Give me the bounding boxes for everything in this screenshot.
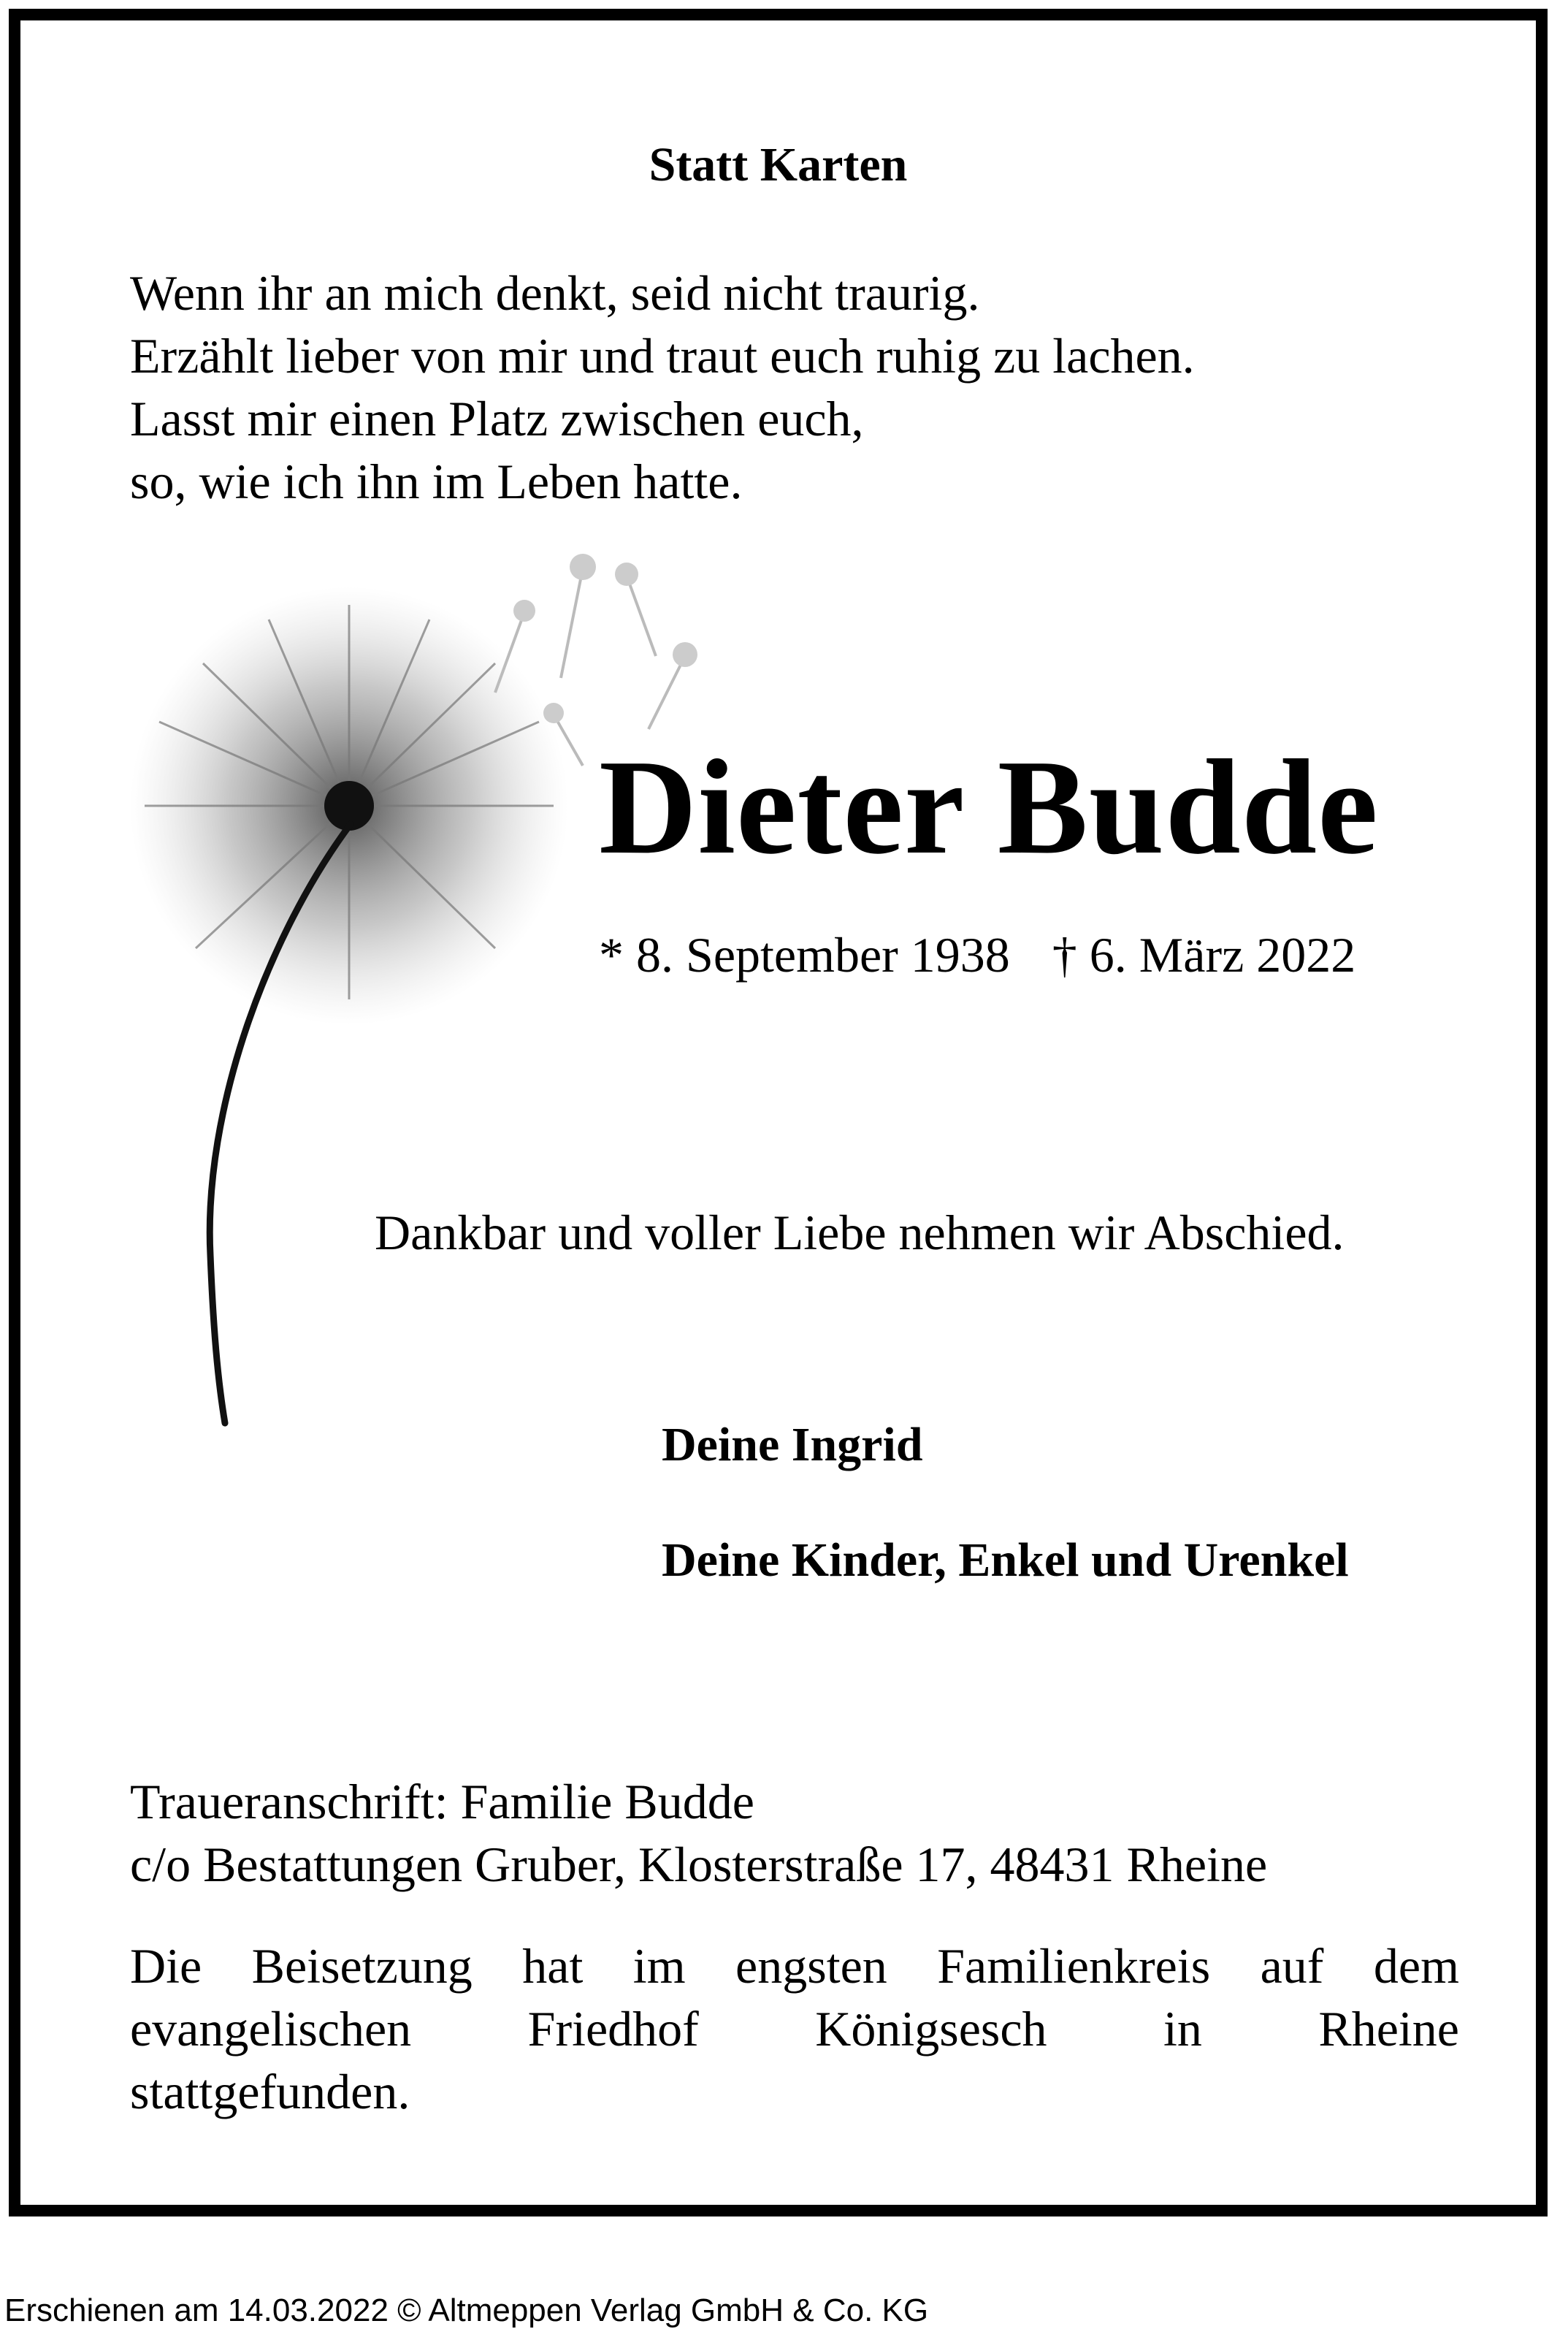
burial-line: Die Beisetzung hat im engsten Familienkreis auf dem bbox=[130, 1938, 1459, 1994]
poem-line: Erzählt lieber von mir und traut euch ruhig zu lachen. bbox=[130, 328, 1195, 384]
burial-line: stattgefunden. bbox=[130, 2064, 410, 2119]
address-line: Traueranschrift: Familie Budde bbox=[130, 1774, 754, 1829]
signature-line: Deine Kinder, Enkel und Urenkel bbox=[662, 1533, 1349, 1587]
birth-date: * 8. September 1938 bbox=[599, 927, 1010, 983]
life-dates bbox=[599, 926, 1355, 984]
burial-line: evangelischen Friedhof Königsesch in Rheine bbox=[130, 2001, 1459, 2057]
deceased-name: Dieter Budde bbox=[599, 732, 1379, 883]
dandelion-icon bbox=[115, 525, 743, 1445]
farewell-text: Dankbar und voller Liebe nehmen wir Abschied. bbox=[375, 1205, 1345, 1260]
poem-line: Wenn ihr an mich denkt, seid nicht traurig. bbox=[130, 265, 980, 321]
death-date: † 6. März 2022 bbox=[1052, 927, 1356, 983]
burial-note bbox=[130, 1935, 1459, 2123]
address-line: c/o Bestattungen Gruber, Klosterstraße 17, 48431 Rheine bbox=[130, 1837, 1268, 1892]
poem-line: so, wie ich ihn im Leben hatte. bbox=[130, 454, 743, 509]
signature-line: Deine Ingrid bbox=[662, 1418, 923, 1471]
publication-footer: Erschienen am 14.03.2022 © Altmeppen Verlag GmbH & Co. KG bbox=[4, 2292, 929, 2328]
obituary-notice bbox=[9, 9, 1548, 2216]
poem bbox=[130, 262, 1195, 513]
notice-heading: Statt Karten bbox=[649, 138, 908, 191]
mourning-address bbox=[130, 1770, 1267, 1896]
poem-line: Lasst mir einen Platz zwischen euch, bbox=[130, 391, 864, 446]
